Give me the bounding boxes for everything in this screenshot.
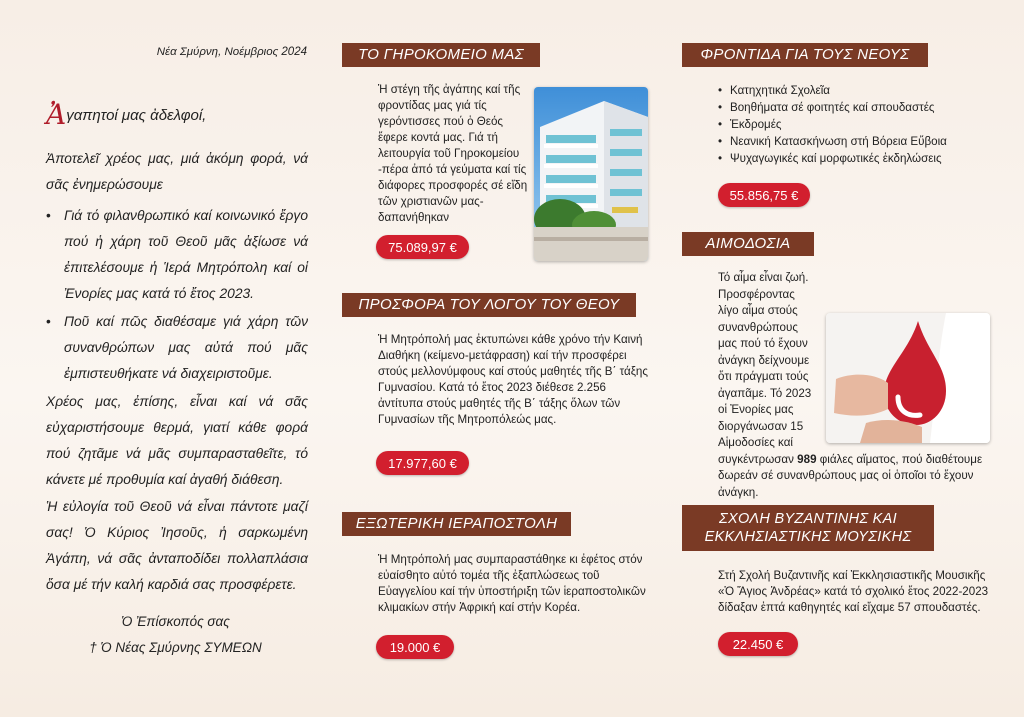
- blood-bottles-count: 989: [797, 452, 817, 466]
- letter-bullet: [46, 309, 308, 387]
- missions-text: Ἡ Μητρόπολή μας συμπαραστάθηκε κι ἐφέτος στόν εὐαίσθητο αὐτό τομέα τῆς ἐξαπλώσεως τοῦ Εὐαγγελίου καί τήν ὑποστήριξη τῶν ἱεραποστολικῶν κλιμακίων στήν Ἀφρική καί στήν Κορέα.: [378, 553, 646, 614]
- place-date: Νέα Σμύρνη, Νοέμβριος 2024: [156, 46, 307, 58]
- missions-amount: 19.000 €: [376, 635, 454, 659]
- section-title-missions: ΕΞΩΤΕΡΙΚΗ ΙΕΡΑΠΟΣΤΟΛΗ: [342, 512, 571, 536]
- greeting-text: γαπητοί μας ἀδελφοί,: [66, 107, 207, 124]
- bullet-dot-icon: •: [46, 314, 51, 329]
- greeting-initial: Ἀ: [46, 98, 67, 131]
- blood-text-end: φιάλες αἵματος, πού διαθέτουμε δωρεάν σέ συνανθρώπους μας οἱ ὁποῖοι τό ἔχουν ἀνάγκη.: [718, 452, 983, 499]
- music-school-text: Στή Σχολή Βυζαντινῆς καί Ἐκκλησιαστικῆς Μουσικῆς «Ὁ Ἅγιος Ἀνδρέας» κατά τό σχολικό ἔτος 2022-2023 δίδαξαν ἑπτά καθηγητές καί εἴχαμε 57 σπουδαστές.: [718, 569, 989, 614]
- letter-blessing: Ἡ εὐλογία τοῦ Θεοῦ νά εἶναι πάντοτε μαζί σας! Ὁ Κύριος Ἰησοῦς, ἡ σαρκωμένη Ἀγάπη, νά σᾶς ἀνταποδίδει πολλαπλάσια ὅσα μέ τήν καλή καρδιά σας προσφέρετε.: [46, 499, 308, 592]
- music-school-amount: 22.450 €: [718, 632, 798, 656]
- list-item: • Βοηθήματα σέ φοιτητές καί σπουδαστές: [716, 99, 986, 116]
- blood-text-float-spacer: [818, 314, 990, 444]
- word-of-god-amount: 17.977,60 €: [376, 451, 469, 475]
- old-age-home-text: Ἡ στέγη τῆς ἀγάπης καί τῆς φροντίδας μας γιά τίς γερόντισσες πού ὁ Θεός ἔφερε κοντά μας. Γιά τή λειτουργία τοῦ Γηροκομείου -πέρα ἀπό τά γεύματα καί τίς διάφορες προσφορές σέ εἴδη τῶν χριστιανῶν μας- δαπανήθηκαν: [378, 83, 528, 224]
- blood-text-intro: Τό αἷμα εἶναι ζωή. Προσφέροντας λίγο αἷμα στούς συνανθρώπους μας πού τό ἔχουν ἀνάγκη δείχνουμε ὅτι πράγματι τούς ἀγαπᾶμε. Τό 2023 οἱ Ἐνορίες μας διοργάνωσαν 15 Αἱμοδοσίες καί συγκέντρωσαν: [718, 271, 812, 466]
- music-school-title-line: ΣΧΟΛΗ ΒΥΖΑΝΤΙΝΗΣ ΚΑΙ: [719, 511, 897, 527]
- blood-text: [718, 270, 990, 501]
- music-school-title-line: ΕΚΚΛΗΣΙΑΣΤΙΚΗΣ ΜΟΥΣΙΚΗΣ: [704, 529, 912, 545]
- section-title-youth: ΦΡΟΝΤΙΔΑ ΓΙΑ ΤΟΥΣ ΝΕΟΥΣ: [682, 43, 928, 67]
- section-title-music-school: [682, 505, 934, 551]
- bullet-dot-icon: •: [46, 208, 51, 223]
- signoff-title: Ὁ Ἐπίσκοπός σας: [121, 614, 230, 629]
- word-of-god-text: Ἡ Μητρόπολή μας ἐκτυπώνει κάθε χρόνο τήν Καινή Διαθήκη (κείμενο-μετάφραση) καί τήν προσφέρει στούς μελλονύμφους καί στούς μαθητές τῆς Β΄ τάξης Γυμνασίου. Κατά τό ἔτος 2023 διέθεσε 2.256 ἀντίτυπα στούς μαθητές τῆς Β΄ τάξης ὅλων τῶν Γυμνασίων τῆς Μητροπόλεώς μας.: [378, 333, 648, 426]
- letter-intro: Ἀποτελεῖ χρέος μας, μιά ἀκόμη φορά, νά σᾶς ἐνημερώσουμε: [46, 151, 308, 192]
- old-age-home-amount: 75.089,97 €: [376, 235, 469, 259]
- youth-amount: 55.856,75 €: [718, 183, 810, 207]
- list-item: • Ἐκδρομές: [716, 116, 986, 133]
- section-title-blood-donation: ΑΙΜΟΔΟΣΙΑ: [682, 232, 814, 256]
- letter-bullet: [46, 203, 308, 307]
- letter-bullet-text: Γιά τό φιλανθρωπικό καί κοινωνικό ἔργο πού ἡ χάρη τοῦ Θεοῦ μᾶς ἀξίωσε νά ἐπιτελέσουμε ἡ Ἱερά Μητρόπολη καί οἱ Ἐνορίες μας κατά τό ἔτος 2023.: [64, 208, 308, 301]
- greeting: [46, 98, 206, 131]
- old-age-home-photo: [534, 87, 648, 261]
- letter-bullet-text: Ποῦ καί πῶς διαθέσαμε γιά χάρη τῶν συνανθρώπων μας αὐτά πού μᾶς ἐμπιστευθήκατε νά διαχειριστοῦμε.: [64, 314, 308, 381]
- signoff-name: † Ὁ Νέας Σμύρνης ΣΥΜΕΩΝ: [89, 640, 262, 655]
- section-title-old-age-home: ΤΟ ΓΗΡΟΚΟΜΕΙΟ ΜΑΣ: [342, 43, 540, 67]
- section-title-word-of-god: ΠΡΟΣΦΟΡΑ ΤΟΥ ΛΟΓΟΥ ΤΟΥ ΘΕΟΥ: [342, 293, 636, 317]
- list-item: • Κατηχητικά Σχολεῖα: [716, 82, 986, 99]
- letter-thanks: Χρέος μας, ἐπίσης, εἶναι καί νά σᾶς εὐχαριστήσουμε θερμά, γιατί κάθε φορά πού ζητᾶμε νά μᾶς συμπαρασταθεῖτε, τό κάνετε μέ προθυμία καί ἀγαθή διάθεση.: [46, 394, 308, 487]
- list-item: • Ψυχαγωγικές καί μορφωτικές ἐκδηλώσεις: [716, 150, 986, 167]
- building-photo-icon: [534, 87, 648, 261]
- list-item: • Νεανική Κατασκήνωση στή Βόρεια Εὔβοια: [716, 133, 986, 150]
- youth-list: [716, 82, 986, 167]
